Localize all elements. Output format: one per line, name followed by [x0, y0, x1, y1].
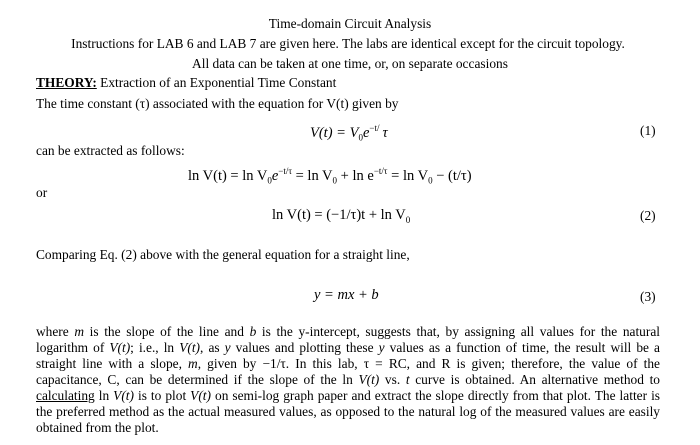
equation-3-number: (3)	[640, 289, 656, 304]
compare-text: Comparing Eq. (2) above with the general equation for a straight line,	[36, 247, 410, 262]
equation-1-number: (1)	[640, 123, 656, 138]
instructions-line: Instructions for LAB 6 and LAB 7 are given here. The labs are identical except for the circuit topology.	[71, 36, 625, 51]
equation-2-number: (2)	[640, 208, 656, 223]
equation-1: $V(t) = V_0e^{-t/}$ τ	[310, 123, 388, 143]
or-text: or	[36, 185, 48, 200]
equation-3: y = mx + b	[314, 287, 379, 303]
explanation-paragraph: where m is the slope of the line and b is the y-intercept, suggests that, by assigning all values for the natural logarithm of V(t); i.e., ln V(t), as y values and plotting these y values as a function of time, the result will be a straight line with a slope, m, given by −1/τ. In this lab, τ = RC, and R is given; therefore, the value of the capacitance, C, can be determined if the slope of the ln V(t) vs. t curve is obtained. An alternative method to calculating ln V(t) is to plot V(t) on semi-log graph paper and extract the slope directly from that plot. The latter is the preferred method as the actual measured values, as opposed to the natural log of the measured values are easily obtained from the plot.	[36, 324, 661, 435]
theory-heading-text: Extraction of an Exponential Time Constant	[96, 75, 337, 90]
theory-intro: The time constant (τ) associated with the equation for V(t) given by	[36, 96, 399, 111]
theory-heading	[36, 75, 336, 91]
page-title: Time-domain Circuit Analysis	[268, 16, 432, 31]
equation-ln-expansion: $\ln V(t) = \ln V_0e^{-t/\tau} = \ln V_0 + \ln e^{-t/\tau} = \ln V_0 - (t/\tau)$	[188, 166, 472, 186]
equation-2: $\ln V(t) = (-1/\tau)t + \ln V_0$	[272, 207, 411, 225]
extract-text: can be extracted as follows:	[36, 143, 185, 158]
theory-label: THEORY:	[36, 75, 97, 90]
data-note-line: All data can be taken at one time, or, on separate occasions	[192, 56, 508, 71]
